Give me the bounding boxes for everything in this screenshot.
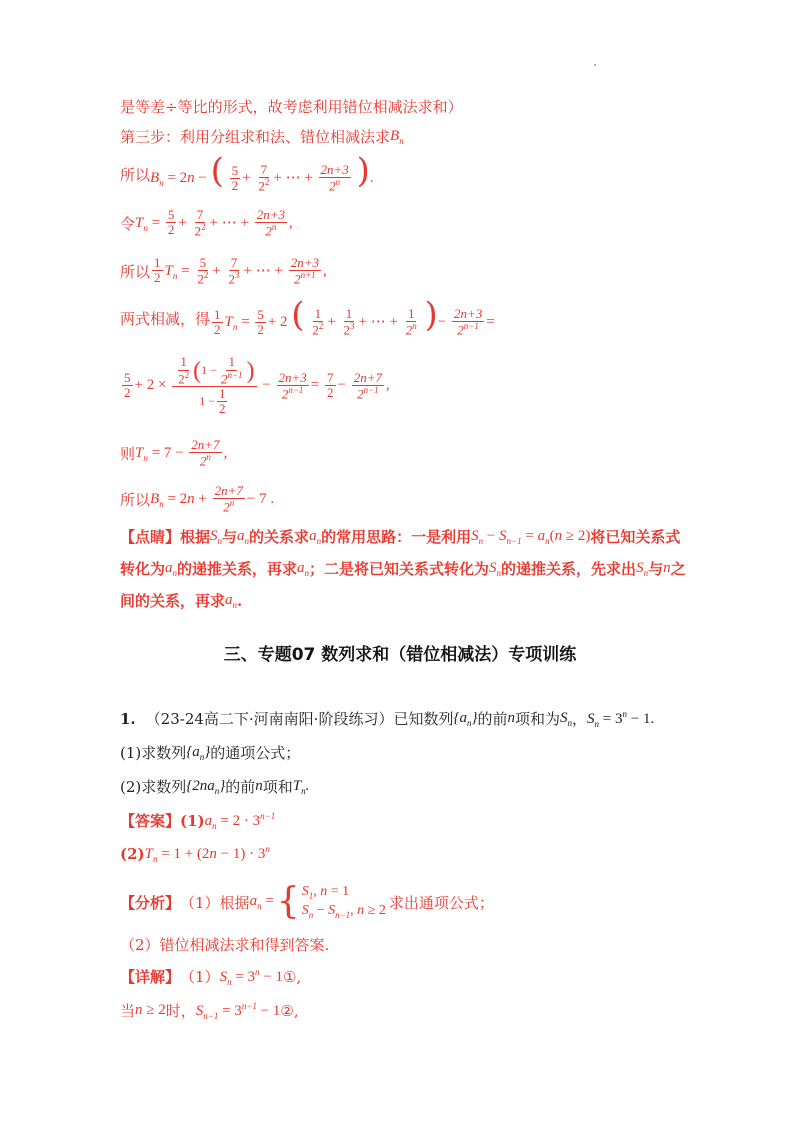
piecewise: { $S_1$, n = 1 $S_n - S_{n-1}$, n ≥ 2 bbox=[276, 881, 386, 922]
answer-tag: 【答案】 bbox=[120, 812, 181, 830]
text-span: 的通项公式； bbox=[210, 744, 301, 762]
text-span: 的常用思路：一是利用 bbox=[321, 528, 472, 546]
text-span: 所以 bbox=[120, 165, 151, 184]
answer-line-1: 【答案】 (1) $a_n = 2 \cdot 3^{n-1}$ bbox=[120, 810, 276, 831]
analysis-line-2 bbox=[120, 934, 710, 955]
answer-line-2: (2) $T_n = 1 + (2n - 1) \cdot 3^n$ bbox=[120, 844, 270, 864]
text-span: 项和为 bbox=[514, 710, 560, 728]
section-heading: 三、专题07 数列求和（错位相减法）专项训练 bbox=[223, 645, 577, 665]
formula-geometric-sum bbox=[120, 346, 710, 426]
question-1: (1)求数列 $\{a_n\}$ 的通项公式； bbox=[120, 743, 301, 762]
text-span: (1)求数列 bbox=[120, 744, 187, 762]
formula-Bn-result bbox=[120, 482, 710, 516]
text-span: (2) bbox=[120, 845, 145, 863]
text-span: 则 bbox=[120, 444, 136, 463]
math-formula: $\frac{1}{2}$ $T_n$ = $\frac{5}{2^2}$ + $\frac{7}{2^3}$ + ⋯ + $\frac{2n+3}{2^{n+1}}$ , bbox=[154, 254, 327, 287]
text-span: 的关系求 bbox=[249, 528, 310, 546]
text-span: 的前 bbox=[477, 710, 508, 728]
tip-line-1: 【点睛】 根据 $S_n$ 与 $a_n$ 的关系求 $a_n$ 的常用思路：一是利用 $S_n - S_{n-1} = a_n(n \ge 2)$ 将已知关系式 bbox=[120, 527, 681, 546]
text-span: ， bbox=[572, 710, 588, 728]
formula-half-Tn bbox=[120, 254, 710, 288]
text-span: 当 bbox=[120, 1002, 136, 1020]
text-span: (1) bbox=[180, 811, 205, 830]
question-2: (2)求数列 $\{2na_n\}$ 的前 n 项和 $T_n$. bbox=[120, 777, 310, 796]
circled-two: ② bbox=[280, 1001, 294, 1020]
analysis-line-1: 【分析】 （1）根据 $a_n$ = { $S_1$, n = 1 $S_n - S_{n-1}$, n ≥ 2 求出通项公式； bbox=[120, 881, 494, 922]
text-span: 的递推关系，再求 bbox=[177, 560, 298, 578]
text-span: 的递推关系，先求出 bbox=[501, 560, 637, 578]
detail-tag: 【详解】 bbox=[120, 968, 181, 986]
text-span: （1） bbox=[180, 968, 220, 986]
problem-stem: 1. （23-24高二下·河南南阳·阶段练习） 已知数列 $\{a_n\}$ 的前 n 项和为 $S_n$ ， $S_n = 3^n - 1$. bbox=[120, 708, 655, 729]
formula-Bn-def bbox=[120, 150, 710, 194]
math-Bn: $B_n$ bbox=[390, 127, 404, 146]
problem-source: （23-24高二下·河南南阳·阶段练习） bbox=[145, 710, 394, 728]
formula-subtract bbox=[120, 294, 710, 338]
text-span: 所以 bbox=[120, 262, 151, 281]
detail-line-1: 【详解】 （1） $S_n = 3^n - 1$ ① , bbox=[120, 966, 302, 987]
tip-line-3: 间的关系，再求 $a_n$ . bbox=[120, 591, 243, 610]
text-span: 已知数列 bbox=[393, 710, 454, 728]
analysis-tag: 【分析】 bbox=[120, 893, 181, 912]
text-line-2 bbox=[120, 126, 710, 147]
formula-Tn-def bbox=[120, 206, 710, 240]
tip-tag: 【点睛】 bbox=[120, 528, 181, 546]
text-span: 与 bbox=[648, 560, 664, 578]
text-span: 求出通项公式； bbox=[388, 893, 494, 912]
formula-Tn-result bbox=[120, 436, 710, 470]
math-formula: $\frac{5}{2}$ + 2 × $\frac{1}{2^2}$ ( 1 − $\frac{1}{2^{n-1}}$ ) 1 − $\frac{1}{2}$ − $\frac{2n+3}{2^{n-1}}$ = $\frac{7}{2}$ − $\frac{2n+7}{2^{n-1}}$ , bbox=[124, 354, 390, 417]
page-dot bbox=[594, 64, 596, 66]
tip-line-2: 转化为 $a_n$ 的递推关系，再求 $a_n$ ；二是将已知关系式转化为 $S_n$ 的递推关系，先求出 $S_n$ 与 n 之 bbox=[120, 559, 686, 578]
text-span: 时， bbox=[165, 1002, 196, 1020]
text-line-1 bbox=[120, 96, 710, 117]
text-span: 所以 bbox=[120, 490, 151, 509]
text-span: . bbox=[237, 591, 243, 610]
math-formula: $T_n$ = $\frac{5}{2}$ + $\frac{7}{2^2}$ + ⋯ + $\frac{2n+3}{2^n}$ , bbox=[135, 206, 293, 239]
text-span: 根据 bbox=[180, 528, 211, 546]
math-formula: $\frac{1}{2}$ $T_n$ = $\frac{5}{2}$ + 2 ( $\frac{1}{2^2}$ + $\frac{1}{2^3}$ + ⋯ + $\frac{1}{2^n}$ )− $\frac{2n+3}{2^{n-1}}$ = bbox=[214, 294, 495, 338]
text-span: 将已知关系式 bbox=[590, 528, 681, 546]
text-span: (2)求数列 bbox=[120, 778, 187, 796]
detail-line-2: 当 n ≥ 2 时， $S_{n-1} = 3^{n-1} - 1$ ② , bbox=[120, 1000, 299, 1021]
text-span: 是等差÷等比的形式，故考虑利用错位相减法求和） bbox=[120, 98, 463, 116]
text-span: 转化为 bbox=[120, 560, 166, 578]
text-span: 之 bbox=[670, 560, 686, 578]
text-span: （1）根据 bbox=[180, 893, 250, 912]
circled-one: ① bbox=[283, 967, 297, 986]
problem-number: 1. bbox=[120, 709, 136, 728]
text-span: 项和 bbox=[262, 778, 293, 796]
math-formula: $B_n = 2n$ − ( $\frac{5}{2}$ + $\frac{7}{2^2}$ + ⋯ + $\frac{2n+3}{2^n}$ ). bbox=[150, 150, 374, 194]
text-span: 的前 bbox=[225, 778, 256, 796]
text-span: 两式相减，得 bbox=[120, 309, 211, 328]
text-span: 令 bbox=[120, 214, 136, 233]
text-span: 间的关系，再求 bbox=[120, 592, 226, 610]
text-span: 第三步：利用分组求和法、错位相减法求 bbox=[120, 128, 391, 146]
text-span: 与 bbox=[222, 528, 238, 546]
text-span: （2）错位相减法求和得到答案. bbox=[120, 936, 330, 954]
math-formula: $B_n = 2n$ + $\frac{2n+7}{2^n}$ − 7 . bbox=[150, 482, 275, 515]
text-span: ；二是将已知关系式转化为 bbox=[309, 560, 490, 578]
math-formula: $T_n = 7$ − $\frac{2n+7}{2^n}$ , bbox=[135, 436, 228, 469]
